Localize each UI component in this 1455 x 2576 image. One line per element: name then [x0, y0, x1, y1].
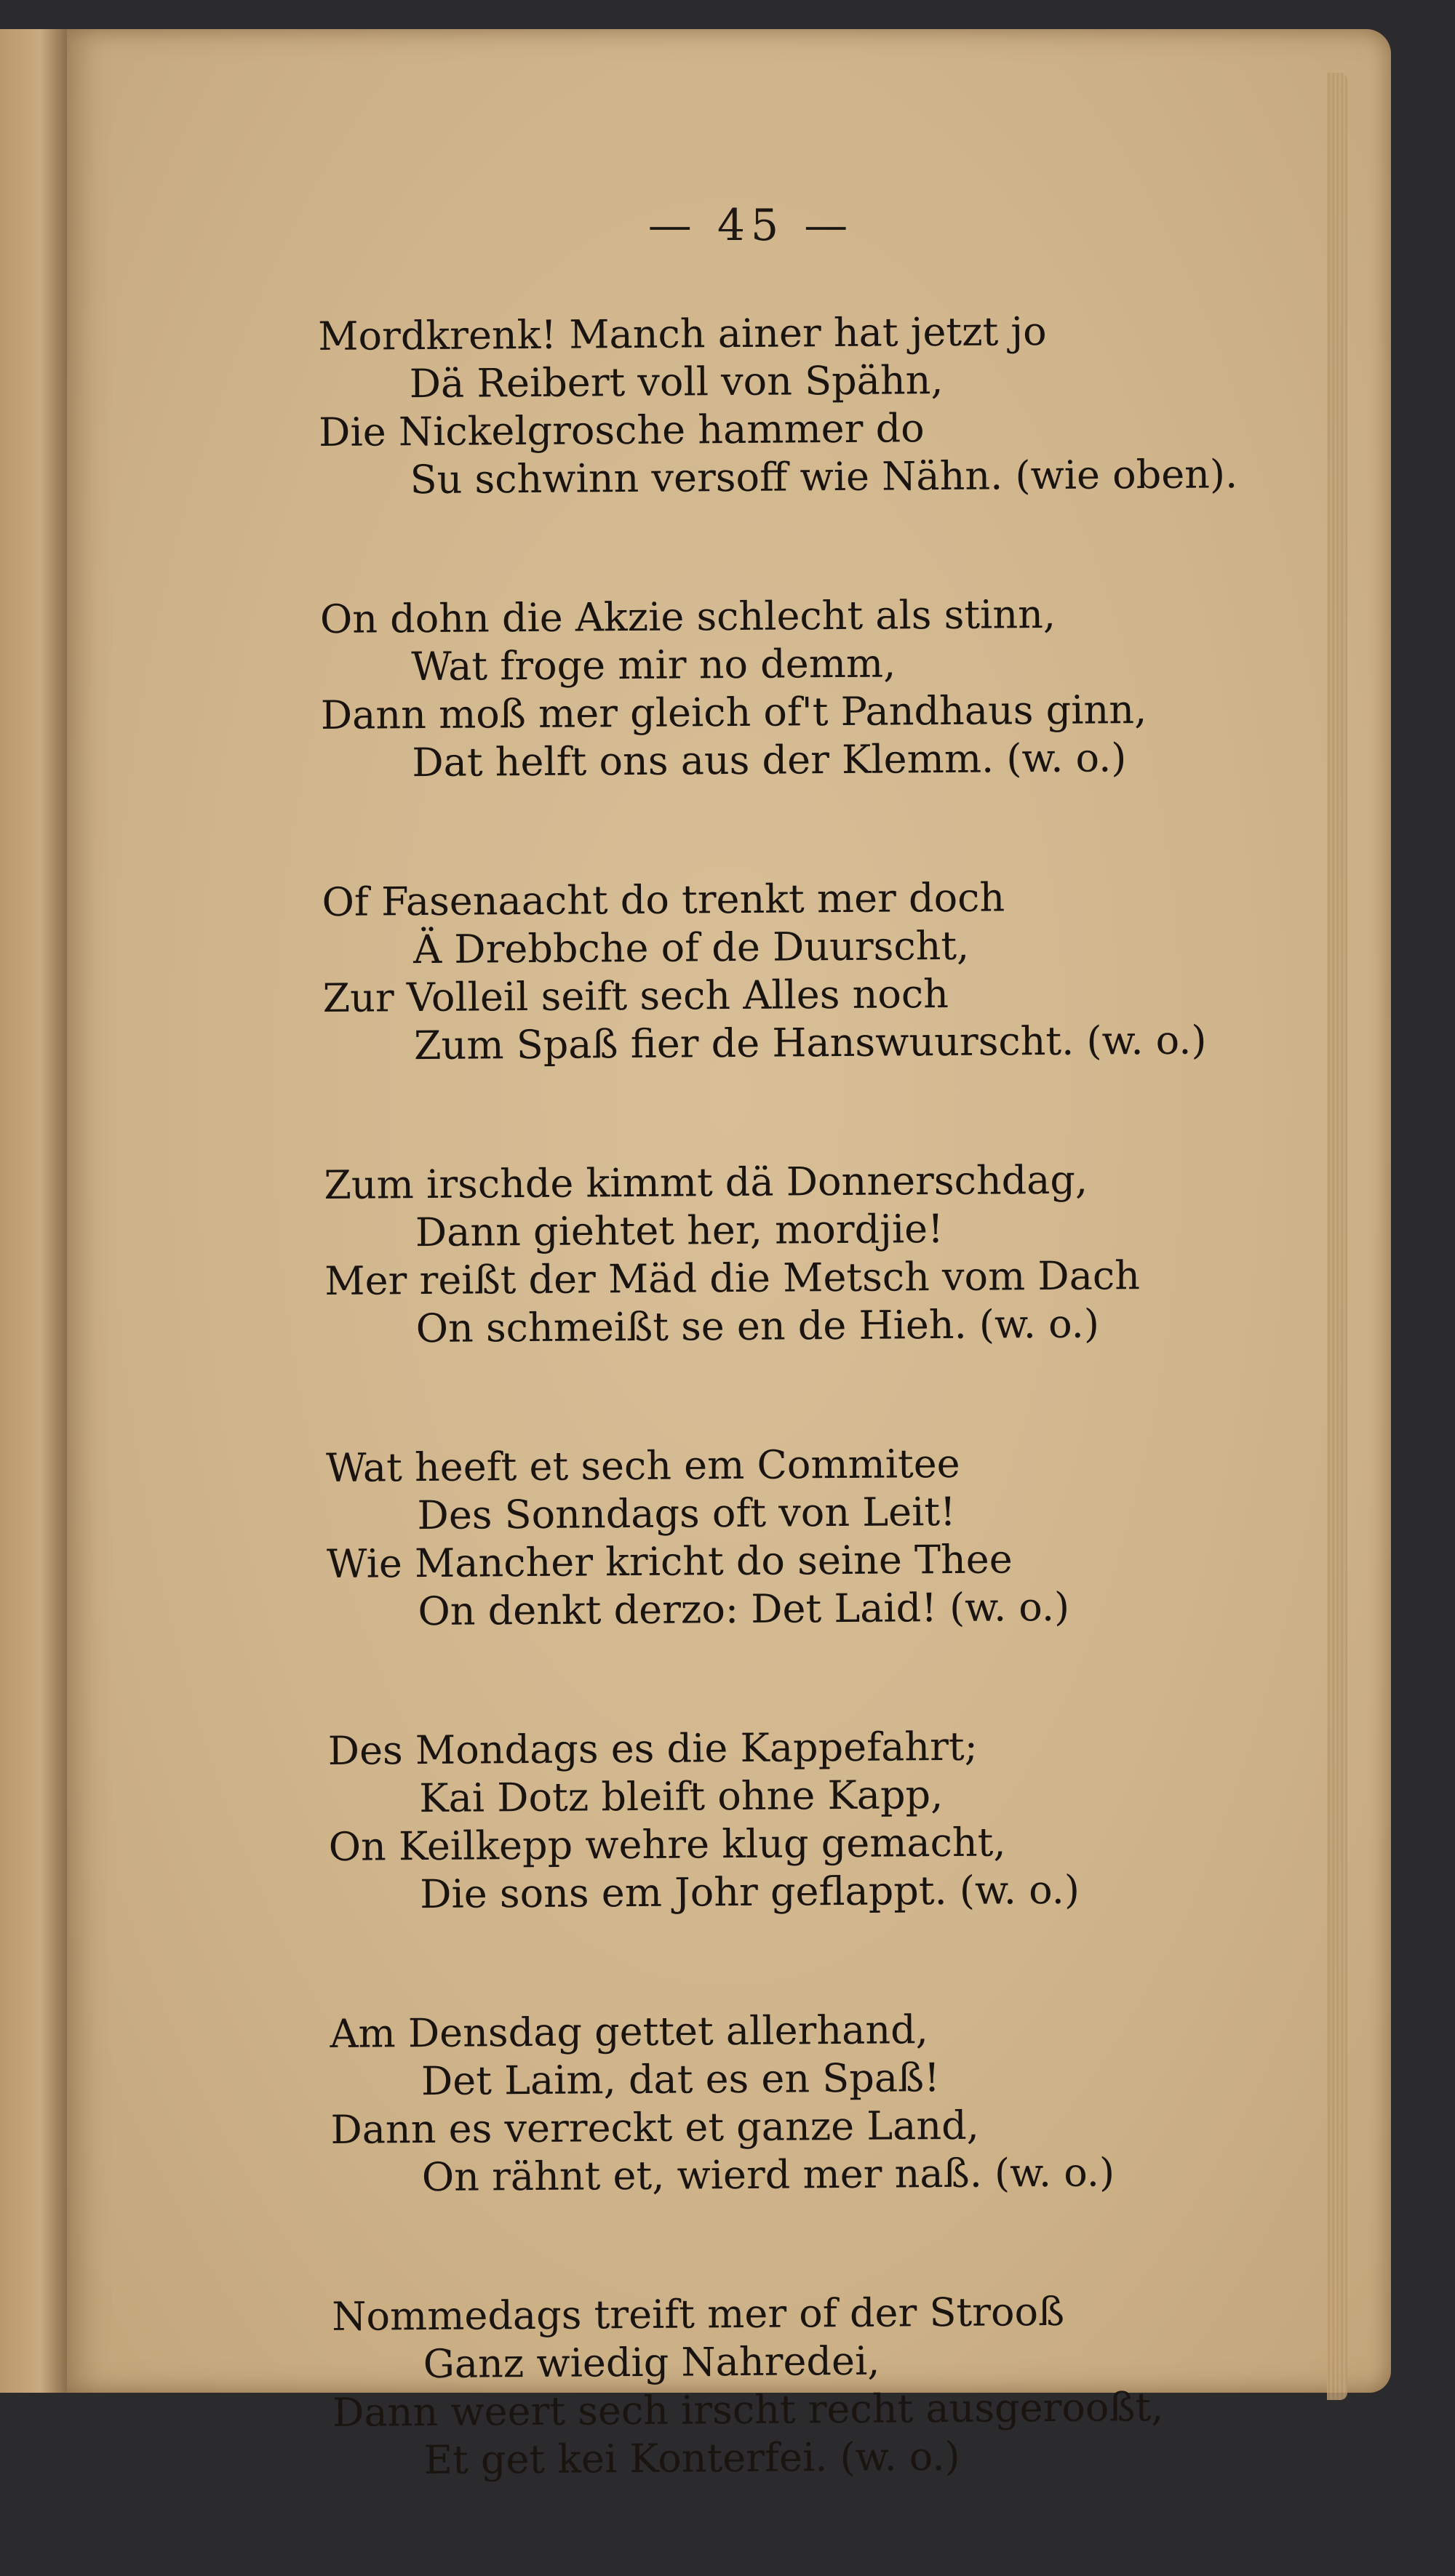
verse-line: Wat heeft et sech em Commitee	[325, 1440, 960, 1491]
verse-line: Des Mondags es die Kappefahrt;	[327, 1723, 978, 1774]
poem	[318, 305, 1338, 2576]
verse-line: Dann moß mer gleich of't Pandhaus ginn,	[320, 687, 1147, 738]
stanza	[332, 2286, 1337, 2485]
verse-line: Zum irschde kimmt dä Donnerschdag,	[324, 1156, 1088, 1208]
stanza	[318, 305, 1323, 505]
verse-line: Dann weert sech irscht recht ausgerooßt,	[332, 2383, 1164, 2436]
book-page	[67, 29, 1391, 2484]
verse-line: Det Laim, dat es en Spaß!	[420, 2055, 941, 2105]
verse-line: Dat helft ons aus der Klemm. (w. o.)	[412, 735, 1127, 786]
verse-line: On denkt derzo: Det Laid! (w. o.)	[418, 1583, 1070, 1635]
verse-line: Die sons em Johr geflappt. (w. o.)	[419, 1866, 1080, 1918]
verse-line: Et get kei Konterfei. (w. o.)	[423, 2433, 960, 2484]
verse-line: Su schwinn versoff wie Nähn. (wie oben).	[410, 451, 1238, 503]
verse-line: On rähnt et, wierd mer naß. (w. o.)	[421, 2149, 1115, 2201]
verse-line: Die Nickelgrosche hammer do	[318, 405, 925, 455]
verse-line: Dann giehtet her, mordjie!	[415, 1206, 944, 1256]
verse-line: Wie Mancher kricht do seine Thee	[326, 1536, 1013, 1587]
verse-line: Des Sonndags oft von Leit!	[417, 1488, 956, 1539]
verse-line: Dann es verreckt et ganze Land,	[330, 2102, 980, 2153]
verse-line: Kai Dotz bleift ohne Kapp,	[419, 1772, 944, 1822]
stanza	[326, 1437, 1331, 1636]
verse-line: Ganz wiedig Nahredei,	[423, 2337, 880, 2388]
stanza	[322, 871, 1327, 1071]
verse-line: Zum Spaß fier de Hanswuurscht. (w. o.)	[413, 1017, 1207, 1069]
verse-line: Zur Volleil seift sech Alles noch	[322, 970, 949, 1021]
verse-line: Wat froge mir no demm,	[411, 640, 896, 690]
verse-line: Mordkrenk! Manch ainer hat jetzt jo	[318, 308, 1047, 359]
stanza	[324, 1154, 1329, 1353]
verse-line: Mer reißt der Mäd die Metsch vom Dach	[324, 1252, 1141, 1304]
verse-line: Am Densdag gettet allerhand,	[330, 2007, 929, 2057]
stanza	[330, 2003, 1335, 2202]
verse-line: On schmeißt se en de Hieh. (w. o.)	[415, 1300, 1100, 1352]
verse-line: On dohn die Akzie schlecht als stinn,	[319, 591, 1056, 642]
stanza	[320, 588, 1326, 788]
left-page-edge	[0, 29, 68, 2393]
verse-line: Nommedags treift mer of der Strooß	[332, 2288, 1065, 2340]
page-number: — 45 —	[647, 200, 854, 251]
stanza	[328, 1720, 1334, 1919]
verse-line: On Keilkepp wehre klug gemacht,	[328, 1819, 1006, 1870]
verse-line: Dä Reibert voll von Spähn,	[409, 357, 944, 407]
verse-line: Ä Drebbche of de Duurscht,	[412, 922, 970, 973]
verse-line: Of Fasenaacht do trenkt mer doch	[322, 874, 1005, 925]
